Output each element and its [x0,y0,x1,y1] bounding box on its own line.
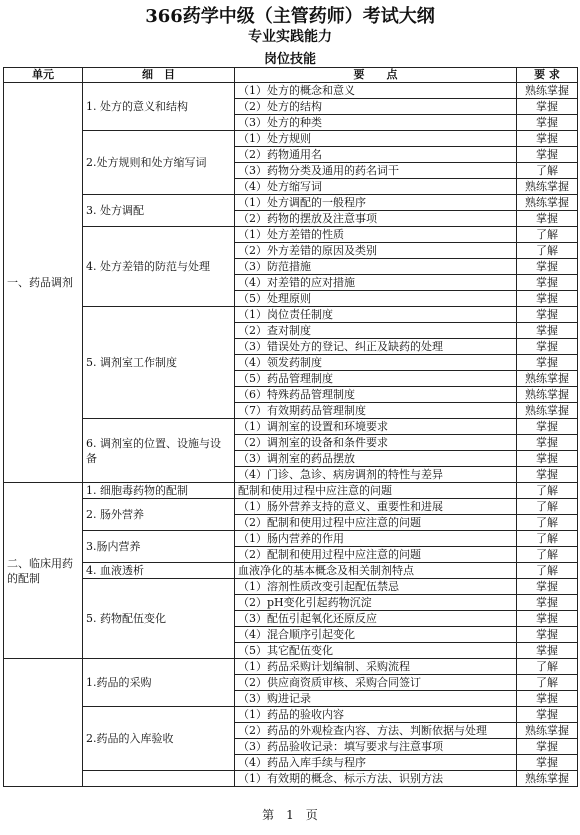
column-header-item: 细 目 [83,68,235,83]
requirement-cell: 掌握 [517,323,578,339]
point-cell: （2）药品的外观检查内容、方法、判断依据与处理 [235,723,517,739]
point-cell: （4）对差错的应对措施 [235,275,517,291]
point-cell: （2）药物通用名 [235,147,517,163]
column-header-requirement: 要 求 [517,68,578,83]
point-cell: （1）药品的验收内容 [235,707,517,723]
requirement-cell: 掌握 [517,707,578,723]
point-cell: （3）调剂室的药品摆放 [235,451,517,467]
requirement-cell: 了解 [517,499,578,515]
point-cell: （5）药品管理制度 [235,371,517,387]
requirement-cell: 掌握 [517,339,578,355]
topic-cell: 4. 血液透析 [83,563,235,579]
requirement-cell: 熟练掌握 [517,403,578,419]
table-header-row [4,68,578,83]
requirement-cell: 掌握 [517,99,578,115]
requirement-cell: 掌握 [517,275,578,291]
requirement-cell: 了解 [517,483,578,499]
column-header-unit: 单元 [4,68,83,83]
requirement-cell: 了解 [517,563,578,579]
point-cell: 配制和使用过程中应注意的问题 [235,483,517,499]
point-cell: （5）处理原则 [235,291,517,307]
table-row [4,771,578,787]
point-cell: （2）调剂室的设备和条件要求 [235,435,517,451]
table-row [4,659,578,675]
requirement-cell: 掌握 [517,467,578,483]
requirement-cell: 掌握 [517,595,578,611]
point-cell: （4）处方缩写词 [235,179,517,195]
table-row [4,531,578,547]
requirement-cell: 掌握 [517,627,578,643]
table-row [4,83,578,99]
point-cell: （3）处方的种类 [235,115,517,131]
point-cell: （3）购进记录 [235,691,517,707]
requirement-cell: 掌握 [517,643,578,659]
topic-cell: 1. 处方的意义和结构 [83,83,235,131]
point-cell: （2）供应商资质审核、采购合同签订 [235,675,517,691]
requirement-cell: 熟练掌握 [517,195,578,211]
point-cell: 血液净化的基本概念及相关制剂特点 [235,563,517,579]
point-cell: （2）配制和使用过程中应注意的问题 [235,547,517,563]
unit-cell [4,659,83,787]
topic-cell: 5. 药物配伍变化 [83,579,235,659]
point-cell: （3）药品验收记录：填写要求与注意事项 [235,739,517,755]
point-cell: （1）处方调配的一般程序 [235,195,517,211]
requirement-cell: 了解 [517,675,578,691]
point-cell: （1）处方差错的性质 [235,227,517,243]
point-cell: （1）肠内营养的作用 [235,531,517,547]
section-title: 岗位技能 [263,52,316,67]
point-cell: （5）其它配伍变化 [235,643,517,659]
requirement-cell: 熟练掌握 [517,387,578,403]
topic-cell [83,771,235,787]
requirement-cell: 掌握 [517,435,578,451]
table-row [4,579,578,595]
requirement-cell: 掌握 [517,419,578,435]
point-cell: （4）药品入库手续与程序 [235,755,517,771]
requirement-cell: 了解 [517,659,578,675]
requirement-cell: 了解 [517,515,578,531]
requirement-cell: 掌握 [517,579,578,595]
point-cell: （2）外方差错的原因及类别 [235,243,517,259]
requirement-cell: 掌握 [517,355,578,371]
requirement-cell: 熟练掌握 [517,179,578,195]
topic-cell: 2.处方规则和处方缩写词 [83,131,235,195]
requirement-cell: 掌握 [517,307,578,323]
point-cell: （3）错误处方的登记、纠正及缺药的处理 [235,339,517,355]
requirement-cell: 了解 [517,227,578,243]
table-row [4,563,578,579]
requirement-cell: 熟练掌握 [517,371,578,387]
point-cell: （3）配伍引起氧化还原反应 [235,611,517,627]
unit-cell: 二、临床用药的配制 [4,483,83,659]
column-header-point: 要 点 [235,68,517,83]
point-cell: （1）有效期的概念、标示方法、识别方法 [235,771,517,787]
requirement-cell: 掌握 [517,147,578,163]
table-row [4,483,578,499]
requirement-cell: 熟练掌握 [517,723,578,739]
point-cell: （2）处方的结构 [235,99,517,115]
topic-cell: 6. 调剂室的位置、设施与设备 [83,419,235,483]
point-cell: （1）处方规则 [235,131,517,147]
point-cell: （6）特殊药品管理制度 [235,387,517,403]
point-cell: （4）门诊、急诊、病房调剂的特性与差异 [235,467,517,483]
point-cell: （4）领发药制度 [235,355,517,371]
table-row [4,195,578,211]
topic-cell: 3. 处方调配 [83,195,235,227]
point-cell: （1）岗位责任制度 [235,307,517,323]
requirement-cell: 掌握 [517,115,578,131]
point-cell: （4）混合顺序引起变化 [235,627,517,643]
topic-cell: 5. 调剂室工作制度 [83,307,235,419]
unit-cell: 一、药品调剂 [4,83,83,483]
requirement-cell: 了解 [517,531,578,547]
topic-cell: 2.药品的入库验收 [83,707,235,771]
requirement-cell: 掌握 [517,131,578,147]
point-cell: （1）肠外营养支持的意义、重要性和进展 [235,499,517,515]
requirement-cell: 掌握 [517,611,578,627]
point-cell: （3）药物分类及通用的药名词干 [235,163,517,179]
requirement-cell: 掌握 [517,755,578,771]
requirement-cell: 熟练掌握 [517,771,578,787]
table-row [4,419,578,435]
topic-cell: 4. 处方差错的防范与处理 [83,227,235,307]
syllabus-table [3,67,578,787]
point-cell: （7）有效期药品管理制度 [235,403,517,419]
point-cell: （1）药品采购计划编制、采购流程 [235,659,517,675]
page-number: 第 1 页 [262,808,318,822]
topic-cell: 3.肠内营养 [83,531,235,563]
requirement-cell: 掌握 [517,691,578,707]
requirement-cell: 掌握 [517,291,578,307]
point-cell: （1）溶剂性质改变引起配伍禁忌 [235,579,517,595]
requirement-cell: 掌握 [517,211,578,227]
point-cell: （2）药物的摆放及注意事项 [235,211,517,227]
point-cell: （3）防范措施 [235,259,517,275]
point-cell: （2）查对制度 [235,323,517,339]
point-cell: （2）pH变化引起药物沉淀 [235,595,517,611]
requirement-cell: 掌握 [517,739,578,755]
table-row [4,227,578,243]
point-cell: （1）调剂室的设置和环境要求 [235,419,517,435]
topic-cell: 1.药品的采购 [83,659,235,707]
requirement-cell: 熟练掌握 [517,83,578,99]
topic-cell: 2. 肠外营养 [83,499,235,531]
table-row [4,131,578,147]
page-subtitle: 专业实践能力 [248,29,332,45]
table-row [4,707,578,723]
requirement-cell: 了解 [517,547,578,563]
table-row [4,307,578,323]
requirement-cell: 掌握 [517,451,578,467]
requirement-cell: 了解 [517,163,578,179]
topic-cell: 1. 细胞毒药物的配制 [83,483,235,499]
point-cell: （1）处方的概念和意义 [235,83,517,99]
table-row [4,499,578,515]
requirement-cell: 了解 [517,243,578,259]
page-title: 366药学中级（主管药师）考试大纲 [145,6,435,27]
point-cell: （2）配制和使用过程中应注意的问题 [235,515,517,531]
requirement-cell: 掌握 [517,259,578,275]
